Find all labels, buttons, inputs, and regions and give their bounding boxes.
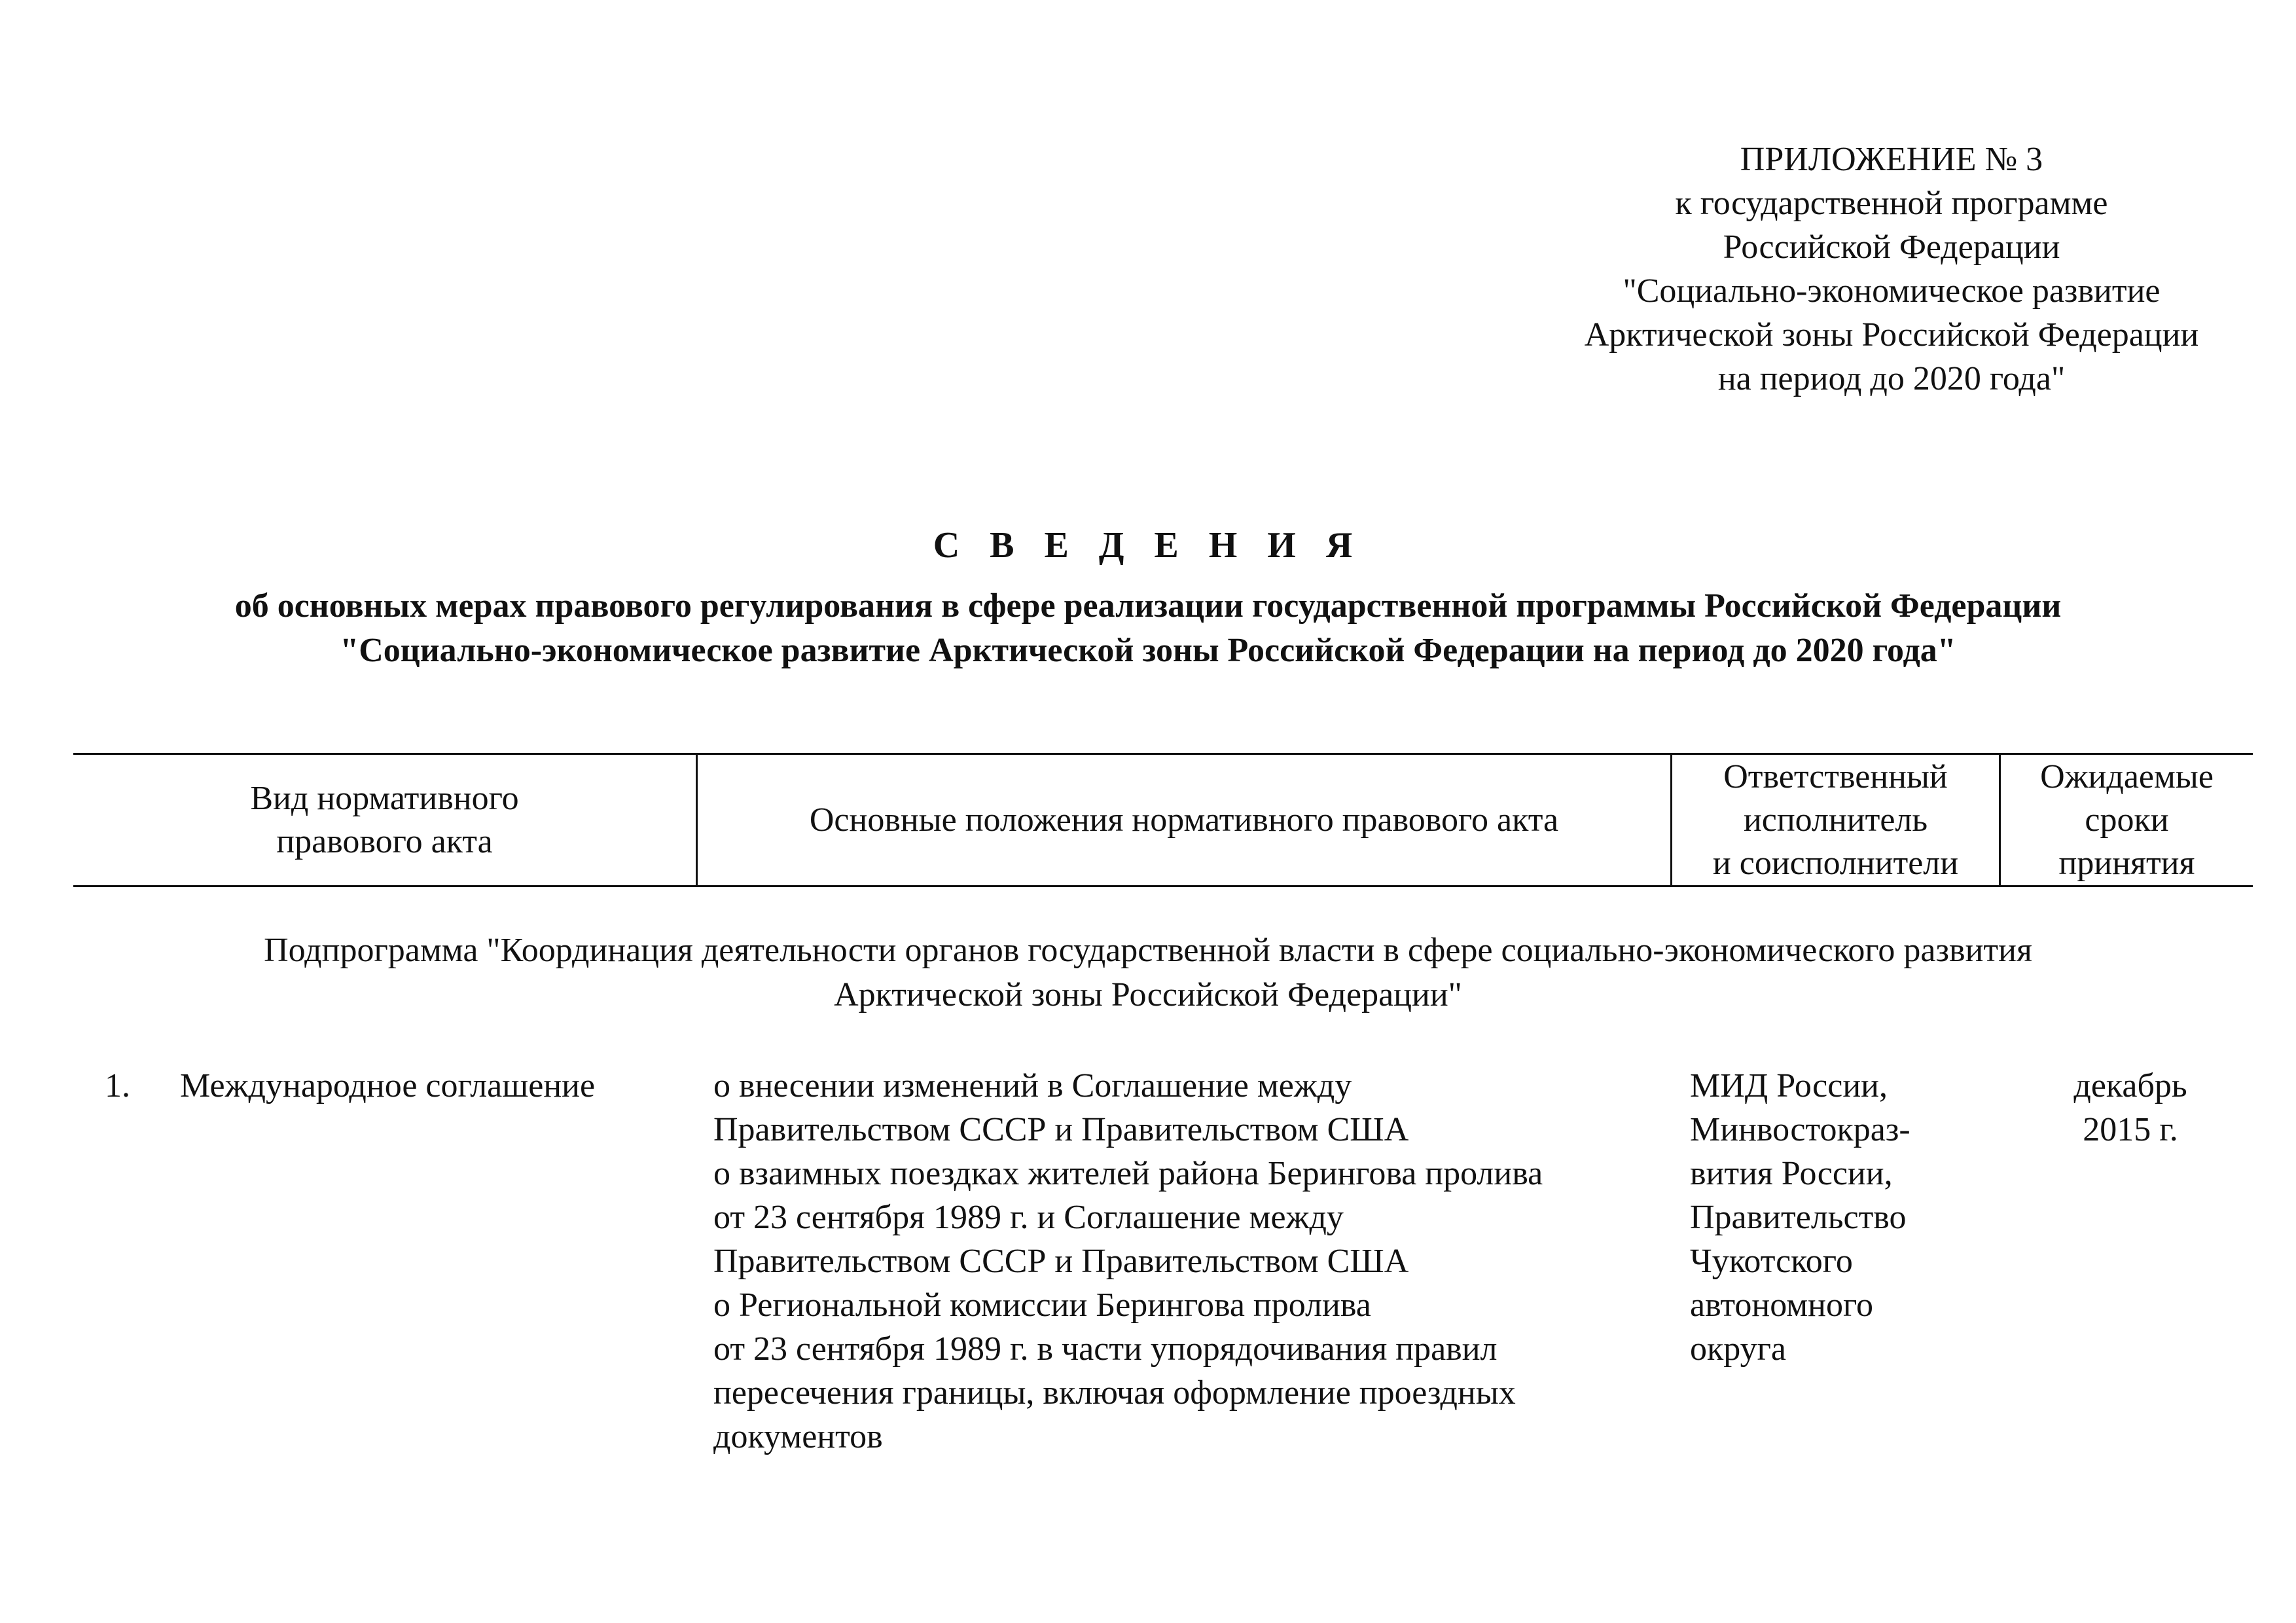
header-main-provisions [698, 754, 1670, 886]
row-responsible [1690, 1064, 1910, 1371]
header-line: исполнитель [1743, 801, 1928, 839]
subprogram-line: Подпрограмма "Координация деятельности органов государственной власти в сфере социально-экономического развития [264, 932, 2032, 969]
header-line: Основные положения нормативного правового акта [809, 801, 1559, 839]
header-line: и соисполнители [1712, 845, 1959, 882]
annex-line: на период до 2020 года" [1717, 360, 2066, 397]
annex-line: Арктической зоны Российской Федерации [1584, 316, 2199, 354]
header-due-date [2001, 754, 2253, 886]
header-act-type [73, 754, 696, 886]
annex-line: ПРИЛОЖЕНИЕ № 3 [1740, 141, 2043, 178]
document-subtitle [0, 584, 2296, 673]
row-description [713, 1064, 1543, 1459]
header-line: принятия [2058, 845, 2195, 882]
document-title: С В Е Д Е Н И Я [933, 525, 1363, 566]
responsible-line: Чукотского [1690, 1243, 1853, 1280]
subprogram-line: Арктической зоны Российской Федерации" [834, 976, 1462, 1013]
responsible-line: Правительство [1690, 1199, 1907, 1236]
description-line: Правительством СССР и Правительством США [713, 1243, 1409, 1280]
description-line: от 23 сентября 1989 г. и Соглашение между [713, 1199, 1344, 1236]
responsible-line: МИД России, [1690, 1067, 1888, 1104]
description-line: от 23 сентября 1989 г. в части упорядочивания правил [713, 1330, 1498, 1368]
description-line: документов [713, 1418, 883, 1455]
annex-block [1492, 137, 2291, 401]
header-line: Вид нормативного [250, 780, 519, 817]
header-responsible [1672, 754, 1999, 886]
header-line: сроки [2085, 801, 2169, 839]
due-line: декабрь [2073, 1067, 2187, 1104]
header-line: Ответственный [1723, 758, 1948, 795]
annex-line: Российской Федерации [1723, 228, 2060, 266]
description-line: о взаимных поездках жителей района Берингова пролива [713, 1155, 1543, 1192]
subtitle-line: "Социально-экономическое развитие Арктической зоны Российской Федерации на период до 2020 года" [340, 632, 1956, 669]
row-due-date [2013, 1064, 2248, 1152]
description-line: о Региональной комиссии Берингова пролива [713, 1286, 1371, 1324]
description-line: о внесении изменений в Соглашение между [713, 1067, 1352, 1104]
description-line: Правительством СССР и Правительством США [713, 1111, 1409, 1148]
header-line: правового акта [276, 823, 493, 860]
annex-line: "Социально-экономическое развитие [1623, 272, 2161, 310]
due-line: 2015 г. [2083, 1111, 2178, 1148]
header-line: Ожидаемые [2040, 758, 2214, 795]
subtitle-line: об основных мерах правового регулирования в сфере реализации государственной программы Российской Федерации [234, 587, 2062, 625]
row-number: 1. [105, 1067, 130, 1104]
row-act-type: Международное соглашение [180, 1067, 596, 1104]
responsible-line: вития России, [1690, 1155, 1893, 1192]
responsible-line: автономного [1690, 1286, 1873, 1324]
responsible-line: Минвостокраз- [1690, 1111, 1910, 1148]
responsible-line: округа [1690, 1330, 1786, 1368]
description-line: пересечения границы, включая оформление проездных [713, 1374, 1516, 1412]
subprogram-heading [0, 928, 2296, 1017]
annex-line: к государственной программе [1675, 185, 2108, 222]
